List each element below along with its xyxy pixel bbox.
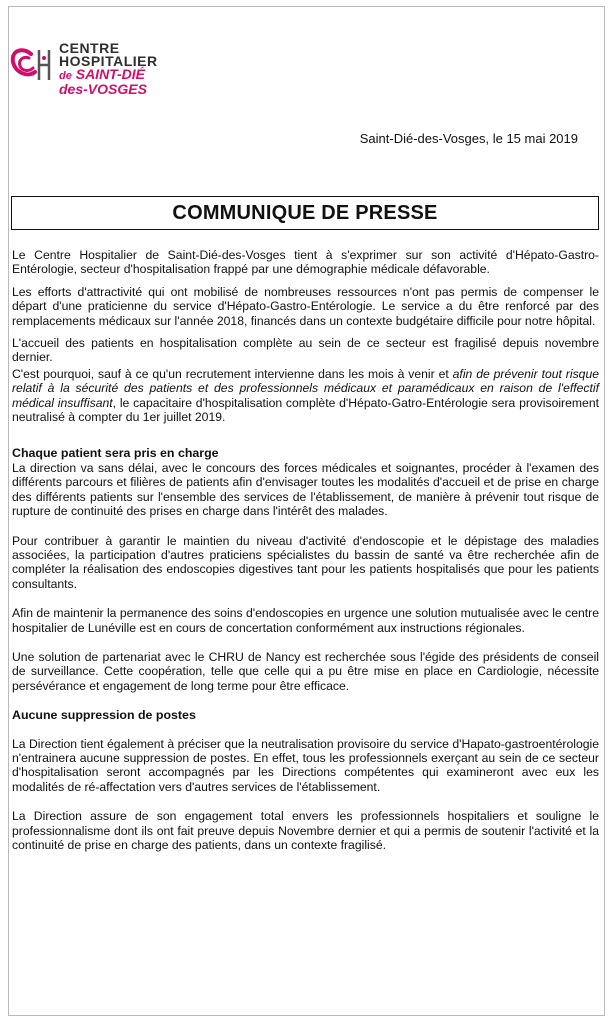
- page-title: COMMUNIQUE DE PRESSE: [172, 201, 438, 224]
- paragraph-permanence: Afin de maintenir la permanence des soins d'endoscopies en urgence une solution mutualisée avec le centre hospitalier de Lunéville est en cours de concertation conformément aux instructions régionales.: [12, 606, 599, 635]
- hospital-logo-text: [59, 42, 158, 96]
- section-heading-prise-en-charge: Chaque patient sera pris en charge: [12, 446, 219, 461]
- paragraph-attractivite: Les efforts d'attractivité qui ont mobilisé de nombreuses ressources n'ont pas permis de compenser le départ d'une praticienne du service d'Hépato-Gastro-Entérologie. Le service a du être renforcé par des remplacements médicaux sur l'année 2018, financés dans un contexte budgétaire difficile pour notre hôpital.: [12, 284, 599, 328]
- paragraph-neutralisation-b: , le capacitaire d'hospitalisation complète d'Hépato-Gatro-Entérologie sera provisoirement neutralisé à compter du 1er juillet 2019.: [12, 395, 599, 425]
- paragraph-neutralisation-a: C'est pourquoi, sauf à ce qu'un recrutement intervienne dans les mois à venir et: [12, 366, 453, 381]
- logo-line-hospitalier: HOSPITALIER: [59, 53, 158, 69]
- paragraph-intro: Le Centre Hospitalier de Saint-Dié-des-Vosges tient à s'exprimer sur son activité d'Hépato-Gastro-Entérologie, secteur d'hospitalisation frappé par une démographie médicale défavorable.: [12, 248, 599, 277]
- hospital-logo: [9, 42, 169, 102]
- hospital-logo-mark-icon: [9, 46, 55, 86]
- paragraph-direction: La direction va sans délai, avec le concours des forces médicales et soignantes, procéder à l'examen des différents parcours et filières de patients afin d'envisager toutes les modalités d'accueil et de prise en charge des différents patients sur l'ensemble des services de l'établissement, de manière à prévenir tout risque de rupture de continuité des prises en charge dans l'intérêt des malades.: [12, 460, 599, 519]
- logo-line-saint-die-text: SAINT-DIÉ: [75, 66, 145, 82]
- logo-line-de: de: [59, 70, 72, 82]
- logo-line-des-vosges: des-VOSGES: [59, 81, 147, 97]
- paragraph-partenariat: Une solution de partenariat avec le CHRU de Nancy est recherchée sous l'égide des présidents de conseil de surveillance. Cette coopération, telle que celle qui a pu être mise en place en Cardiologie, nécessite persévérance et engagement de long terme pour être efficace.: [12, 649, 599, 693]
- section-heading-postes: Aucune suppression de postes: [12, 708, 196, 723]
- title-box: [11, 196, 599, 230]
- dateline: Saint-Dié-des-Vosges, le 15 mai 2019: [359, 131, 578, 146]
- paragraph-neutralisation-emphasis: afin de prévenir tout risque relatif à la sécurité des patients et des professionnels médicaux et paramédicaux en raison de l'effectif médical insuffisant: [12, 366, 600, 410]
- press-release-body: [12, 248, 599, 860]
- paragraph-suppression: La Direction tient également à préciser que la neutralisation provisoire du service d'Hapato-gastroentérologie n'entrainera aucune suppression de postes. En effet, tous les professionnels exerçant au sein de ce secteur d'hospitalisation seront accompagnés par les Directions compétentes qui examineront avec eux les modalités de ré-affectation vers d'autres services de l'établissement.: [12, 736, 599, 794]
- paragraph-accueil: L'accueil des patients en hospitalisation complète au sein de ce secteur est fragilisé depuis novembre dernier.: [12, 336, 599, 365]
- paragraph-neutralisation: [12, 367, 599, 425]
- logo-line-centre: CENTRE: [59, 40, 120, 56]
- paragraph-engagement: La Direction assure de son engagement total envers les professionnels hospitaliers et souligne le professionnalisme dont ils ont fait preuve depuis Novembre dernier et qui a permis de soutenir l'activité et la continuité de prise en charge des patients, dans un contexte fragilisé.: [12, 809, 599, 852]
- paragraph-endoscopie: Pour contribuer à garantir le maintien du niveau d'activité d'endoscopie et le dépistage des maladies associées, la participation d'autres praticiens spécialistes du bassin de santé va être recherchée afin de compléter la réalisation des endoscopies digestives tant pour les patients hospitalisés que pour les patients consultants.: [12, 533, 599, 591]
